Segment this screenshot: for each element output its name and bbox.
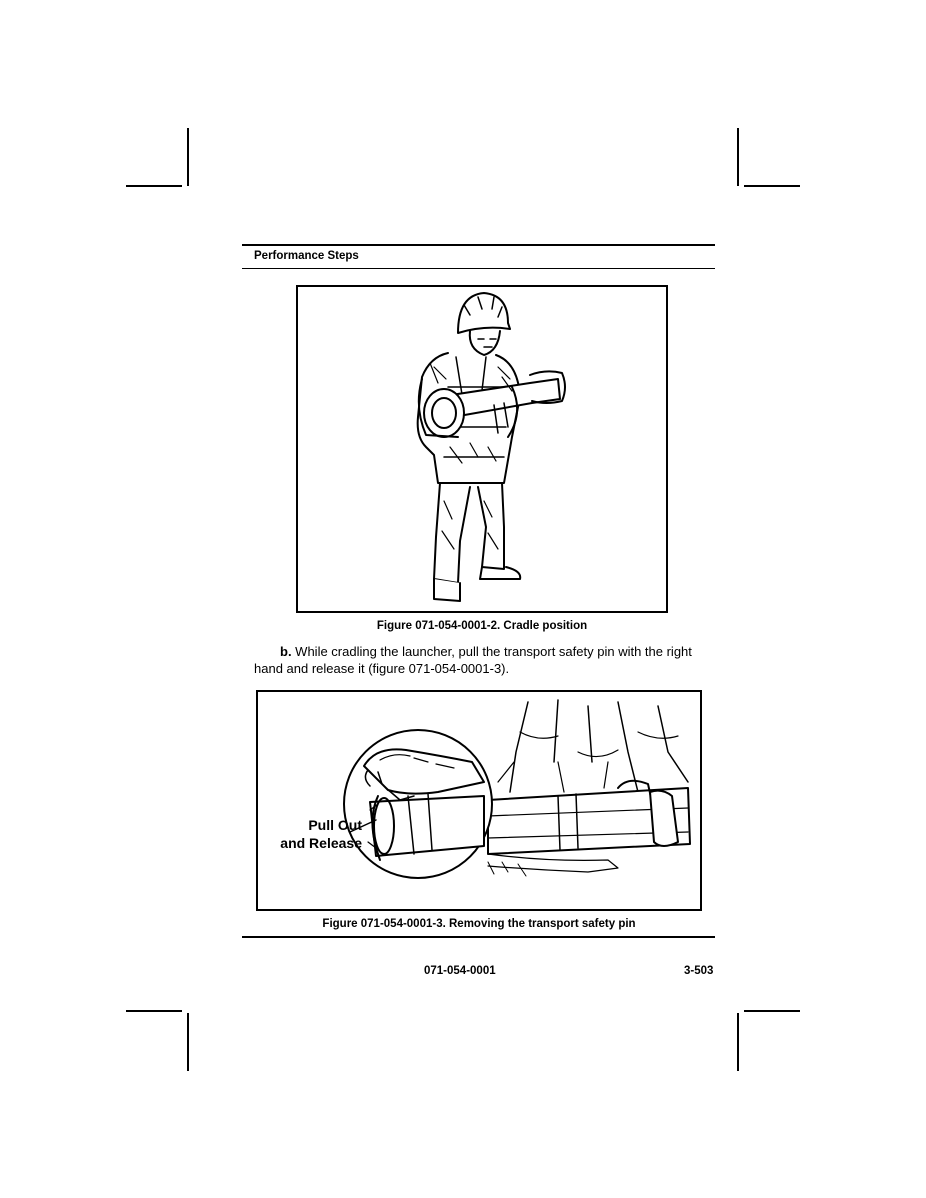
crop-mark-bottom-right-vertical [737,1013,739,1071]
crop-mark-top-left-horizontal [126,185,182,187]
step-b-text: While cradling the launcher, pull the transport safety pin with the right hand and release it (figure 071-054-0001-3). [254,644,692,676]
step-b-paragraph [254,643,694,677]
figure-2-frame [296,285,668,613]
footer-page-number: 3-503 [684,965,714,977]
hand-pulling-safety-pin-illustration [258,692,700,909]
crop-mark-bottom-left-vertical [187,1013,189,1071]
soldier-cradling-launcher-illustration [298,287,666,611]
step-b-letter: b. [280,644,292,659]
crop-mark-bottom-right-horizontal [744,1010,800,1012]
figure-3-caption: Figure 071-054-0001-3. Removing the transport safety pin [322,918,636,930]
header-top-rule [242,244,715,246]
header-bottom-rule [242,268,715,269]
crop-mark-bottom-left-horizontal [126,1010,182,1012]
callout-line-1: Pull Out [308,817,362,833]
crop-mark-top-left-vertical [187,128,189,186]
crop-mark-top-right-vertical [737,128,739,186]
figure-2-caption: Figure 071-054-0001-2. Cradle position [376,620,588,632]
footer-doc-code: 071-054-0001 [424,965,496,977]
footer-rule [242,936,715,938]
section-title: Performance Steps [254,250,359,262]
callout-line-2: and Release [280,835,362,851]
pull-out-release-callout [262,816,362,852]
crop-mark-top-right-horizontal [744,185,800,187]
figure-3-frame [256,690,702,911]
